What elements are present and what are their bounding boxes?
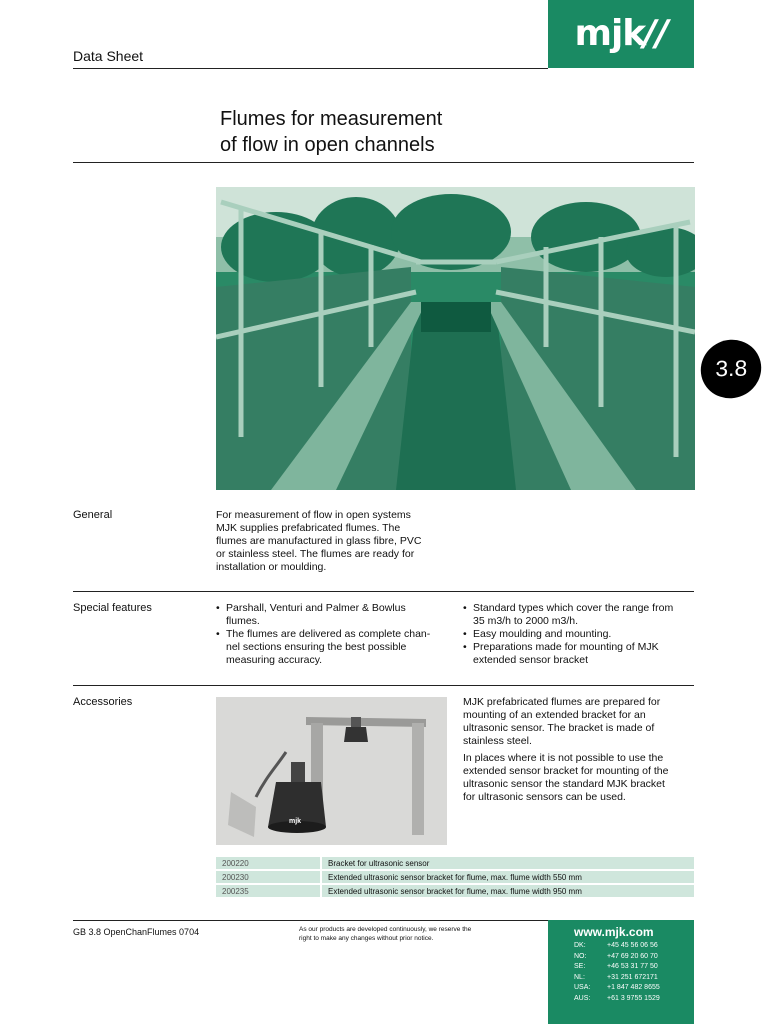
sensor-bracket-photo: [216, 697, 447, 845]
accessories-label: Accessories: [73, 696, 133, 708]
features-list-right: [463, 602, 698, 667]
accessories-text: MJK prefabricated flumes are prepared for mounting of an extended bracket for an ultrasonic sensor. The bracket is made of stainless steel. In places where it is not possible to use the extended sensor bracket for mounting of the ultrasonic sensor the standard MJK bracket for ultrasonic sensors can be used.: [463, 696, 669, 803]
general-text: For measurement of flow in open systems MJK supplies prefabricated flumes. The flumes are manufactured in glass fibre, PVC or stainless steel. The flumes are ready for installation or moulding.: [216, 509, 422, 573]
sensor-logo: mjk: [289, 818, 302, 825]
list-item: • Parshall, Venturi and Palmer & Bowlus flumes.: [216, 602, 456, 628]
list-item: SE: +46 53 31 77 50: [574, 963, 658, 970]
document-type: Data Sheet: [73, 48, 144, 64]
website-link[interactable]: www.mjk.com: [574, 925, 654, 939]
header-rule: [73, 68, 548, 69]
part-code: 200235: [216, 884, 321, 898]
list-item: NL: +31 251 672171: [574, 973, 658, 981]
general-rule: [73, 591, 694, 592]
logo-wordmark: mjk//: [574, 13, 668, 54]
part-code: 200230: [216, 870, 321, 884]
list-item: • Easy moulding and mounting.: [463, 628, 698, 641]
features-rule: [73, 685, 694, 686]
part-description: Extended ultrasonic sensor bracket for flume, max. flume width 950 mm: [321, 884, 694, 898]
title-line-2: of flow in open channels: [220, 134, 435, 156]
document-code: GB 3.8 OpenChanFlumes 0704: [73, 927, 200, 937]
section-tab: 3.8: [691, 330, 768, 408]
title-line-1: Flumes for measurement: [220, 108, 443, 130]
table-row: [216, 884, 694, 898]
features-list-left: [216, 602, 456, 667]
list-item: USA: +1 847 482 8655: [574, 984, 660, 991]
page-title: [220, 106, 442, 158]
list-item: • Standard types which cover the range from 35 m3/h to 2000 m3/h.: [463, 602, 698, 628]
general-label: General: [73, 509, 113, 521]
footer-rule: [73, 920, 548, 921]
list-item: • The flumes are delivered as complete chan- nel sections ensuring the best possible measuring accuracy.: [216, 628, 456, 667]
part-code: 200220: [216, 857, 321, 870]
contact-box: [548, 920, 694, 1024]
list-item: DK: +45 45 56 06 56: [574, 942, 658, 949]
table-row: [216, 857, 694, 870]
flume-photo: [216, 187, 695, 490]
part-description: Bracket for ultrasonic sensor: [321, 857, 694, 870]
disclaimer-note: As our products are developed continuously, we reserve the right to make any changes without prior notice.: [299, 926, 472, 942]
parts-table: [216, 857, 694, 899]
title-rule: [73, 162, 694, 163]
mjk-logo: [548, 0, 694, 68]
list-item: • Preparations made for mounting of MJK extended sensor bracket: [463, 641, 698, 667]
part-description: Extended ultrasonic sensor bracket for flume, max. flume width 550 mm: [321, 870, 694, 884]
list-item: NO: +47 69 20 60 70: [574, 952, 658, 960]
table-row: [216, 870, 694, 884]
contact-list: [574, 941, 660, 1004]
list-item: AUS: +61 3 9755 1529: [574, 994, 660, 1002]
special-features-label: Special features: [73, 602, 152, 614]
